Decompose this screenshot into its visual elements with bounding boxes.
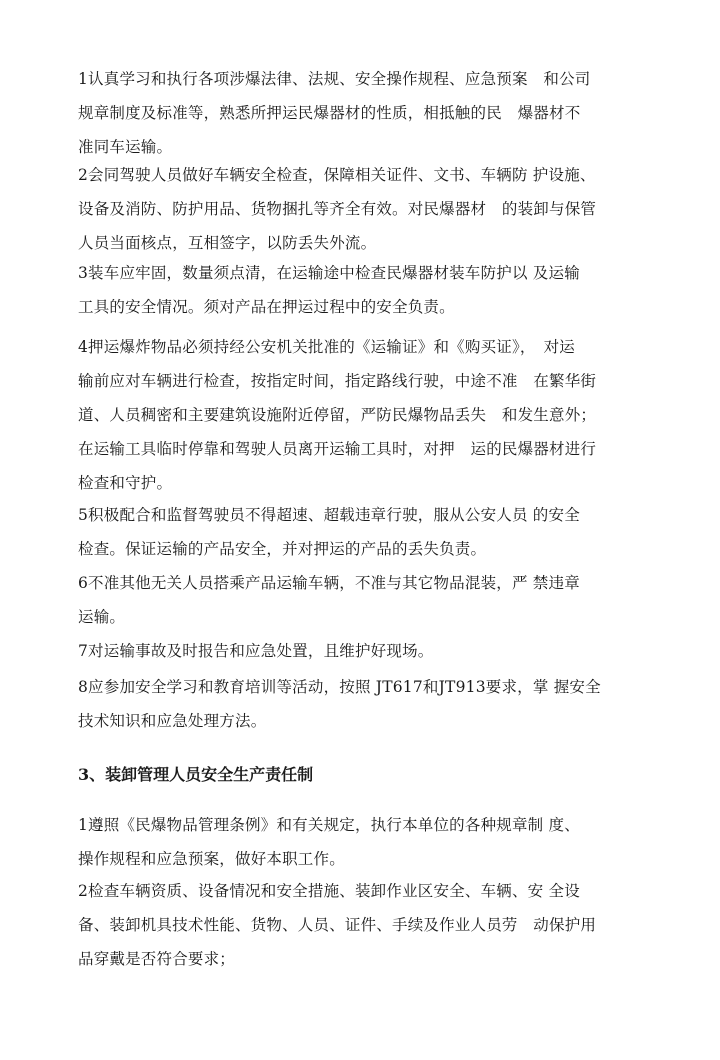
text-line: 3装车应牢固，数量须点清，在运输途中检查民爆器材装车防护以 及运输 [78,264,580,282]
text-line: 道、人员稠密和主要建筑设施附近停留，严防民爆物品丢失 和发生意外； [78,406,597,424]
text-line: 运输。 [78,608,126,626]
text-line: 2会同驾驶人员做好车辆安全检查，保障相关证件、文书、车辆防 护设施、 [78,166,596,184]
item-7-paragraph [78,634,658,668]
text-line: 5积极配合和监督驾驶员不得超速、超载违章行驶，服从公安人员 的安全 [78,506,580,524]
item-6-paragraph [78,566,658,634]
text-line: 规章制度及标准等，熟悉所押运民爆器材的性质，相抵触的民 爆器材不 [78,104,581,122]
item-8-paragraph [78,670,658,738]
item-3-paragraph [78,256,658,324]
item-5-paragraph [78,498,658,566]
text-line: 设备及消防、防护用品、货物捆扎等齐全有效。对民爆器材 的装卸与保管 [78,200,597,218]
section-item-2-paragraph [78,874,658,976]
text-line: 人员当面核点，互相签字，以防丢失外流。 [78,234,377,252]
section-item-1-paragraph [78,808,658,876]
text-line: 备、装卸机具技术性能、货物、人员、证件、手续及作业人员劳 动保护用 [78,916,597,934]
text-line: 输前应对车辆进行检查，按指定时间，指定路线行驶，中途不准 在繁华街 [78,372,597,390]
text-line: 2检查车辆资质、设备情况和安全措施、装卸作业区安全、车辆、安 全设 [78,882,580,900]
section-heading: 3、装卸管理人员安全生产责任制 [78,765,314,784]
item-4-paragraph [78,330,658,500]
text-line: 检查。保证运输的产品安全，并对押运的产品的丢失负责。 [78,540,487,558]
text-line: 7对运输事故及时报告和应急处置，且维护好现场。 [78,642,434,660]
text-line: 品穿戴是否符合要求； [78,950,236,968]
text-line: 1遵照《民爆物品管理条例》和有关规定，执行本单位的各种规章制 度、 [78,816,580,834]
text-line: 操作规程和应急预案，做好本职工作。 [78,850,345,868]
text-line: 4押运爆炸物品必须持经公安机关批准的《运输证》和《购买证》， 对运 [78,338,575,356]
text-line: 8应参加安全学习和教育培训等活动，按照 JT617和JT913要求，掌 握安全 [78,678,601,696]
item-1-paragraph [78,62,658,164]
item-2-paragraph [78,158,658,260]
text-line: 工具的安全情况。须对产品在押运过程中的安全负责。 [78,298,455,316]
text-line: 准同车运输。 [78,138,173,156]
text-line: 检查和守护。 [78,474,173,492]
text-line: 技术知识和应急处理方法。 [78,712,267,730]
text-line: 1认真学习和执行各项涉爆法律、法规、安全操作规程、应急预案 和公司 [78,70,591,88]
text-line: 6不准其他无关人员搭乘产品运输车辆，不准与其它物品混装，严 禁违章 [78,574,580,592]
text-line: 在运输工具临时停靠和驾驶人员离开运输工具时，对押 运的民爆器材进行 [78,440,597,458]
